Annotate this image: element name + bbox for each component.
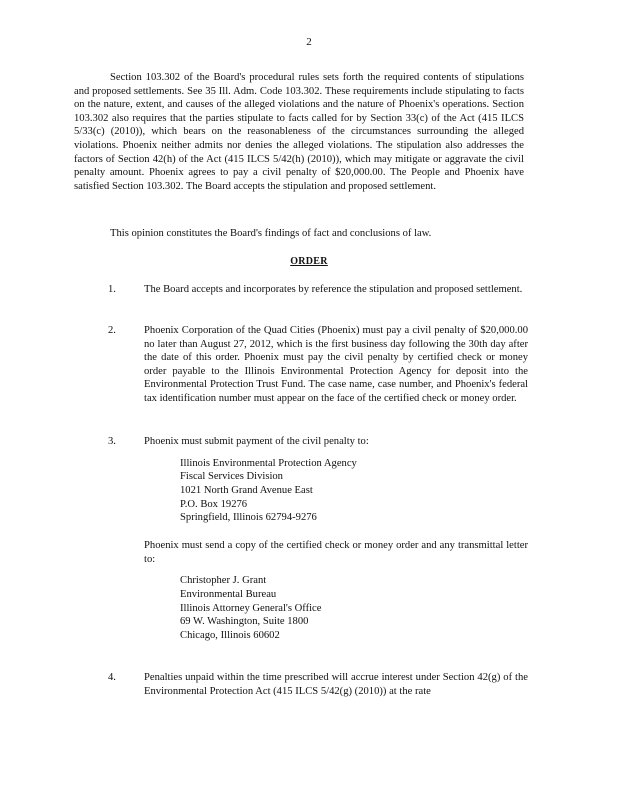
item-number: 2.: [108, 325, 116, 336]
address-line: Chicago, Illinois 60602: [180, 629, 280, 641]
order-heading: ORDER: [290, 256, 328, 267]
item-subtext: Phoenix must send a copy of the certified check or money order and any transmittal letter to:: [144, 540, 528, 565]
address-line: Illinois Attorney General's Office: [180, 602, 322, 614]
address-line: P.O. Box 19276: [180, 498, 248, 510]
item-number: 1.: [108, 284, 116, 295]
address-line: 69 W. Washington, Suite 1800: [180, 616, 309, 628]
paragraph-text: This opinion constitutes the Board's findings of fact and conclusions of law.: [110, 228, 432, 239]
item-number: 4.: [108, 672, 116, 683]
order-item: [108, 324, 528, 406]
address-line: 1021 North Grand Avenue East: [180, 484, 313, 496]
address-line: Christopher J. Grant: [180, 575, 267, 587]
address-line: Illinois Environmental Protection Agency: [180, 457, 357, 469]
payment-address: [180, 457, 528, 525]
item-text: The Board accepts and incorporates by reference the stipulation and proposed settlement.: [144, 284, 523, 295]
address-line: Springfield, Illinois 62794-9276: [180, 512, 317, 524]
order-item: [108, 435, 528, 643]
findings-paragraph: [74, 227, 524, 241]
page-number: 2: [306, 36, 312, 48]
order-item: [108, 283, 528, 297]
item-text: Phoenix Corporation of the Quad Cities (Phoenix) must pay a civil penalty of $20,000.00 no later than August 27, 2012, which is the first business day following the 30th day after the date of this order. Phoenix must pay the civil penalty by certified check or money order payable to the Illinois Environmental Protection Agency for deposit into the Environmental Protection Trust Fund. The case name, case number, and Phoenix's federal tax identification number must appear on the face of the certified check or money order.: [144, 325, 528, 404]
item-text: Phoenix must submit payment of the civil penalty to:: [144, 436, 369, 447]
item-text: Penalties unpaid within the time prescribed will accrue interest under Section 42(g) of the Environmental Protection Act (415 ILCS 5/42(g) (2010)) at the rate: [144, 672, 528, 697]
item-number: 3.: [108, 436, 116, 447]
paragraph-text: Section 103.302 of the Board's procedural rules sets forth the required contents of stipulations and proposed settlements. See 35 Ill. Adm. Code 103.302. These requirements include stipulating to facts on the nature, extent, and causes of the alleged violations and the nature of Phoenix's operations. Section 103.302 also requires that the parties stipulate to facts called for by Section 33(c) of the Act (415 ILCS 5/33(c) (2010)), which bears on the reasonableness of the circumstances surrounding the alleged violations. Phoenix neither admits nor denies the alleged violations. The stipulation also addresses the factors of Section 42(h) of the Act (415 ILCS 5/42(h) (2010)), which may mitigate or aggravate the civil penalty amount. Phoenix agrees to pay a civil penalty of $20,000.00. The People and Phoenix have satisfied Section 103.302. The Board accepts the stipulation and proposed settlement.: [74, 72, 524, 192]
copy-address: [180, 574, 528, 642]
address-line: Environmental Bureau: [180, 588, 277, 600]
order-item: [108, 671, 528, 698]
address-line: Fiscal Services Division: [180, 471, 283, 483]
opinion-paragraph: [74, 71, 524, 193]
